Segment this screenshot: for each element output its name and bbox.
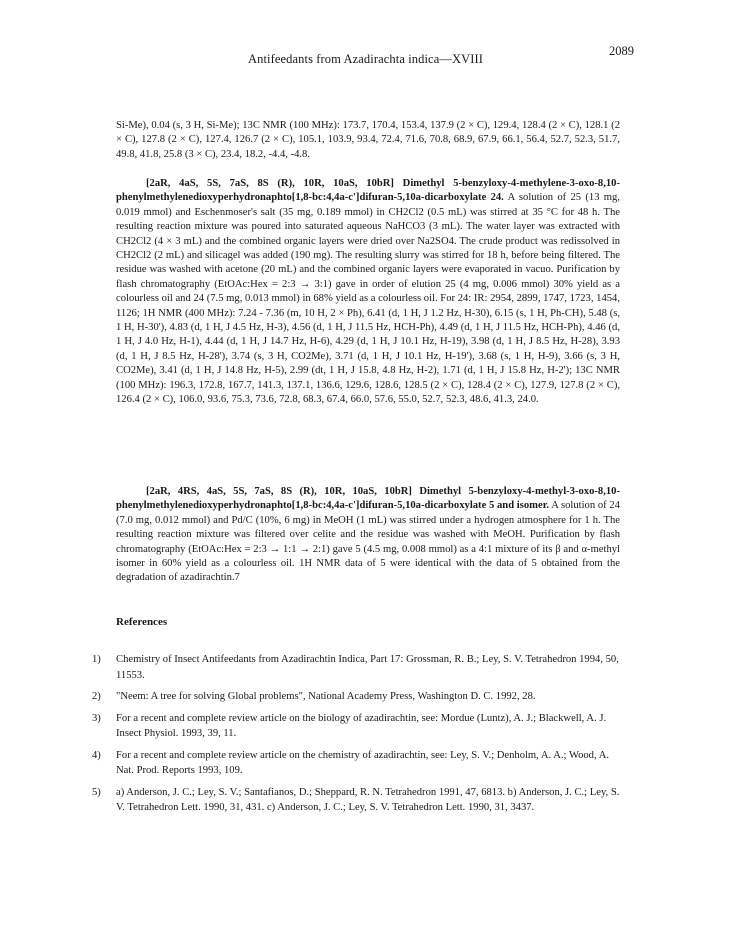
reference-number: 3) [92,712,101,724]
reference-text: Chemistry of Insect Antifeedants from Azadirachtin Indica, Part 17: Grossman, R. B.; Ley, S. V. Tetrahedron 1994, 50, 11553. [116,654,619,681]
reference-item [92,748,620,779]
page-number: 2089 [609,44,634,58]
reference-number: 2) [92,691,101,702]
references-heading: References [116,616,168,628]
reference-text: a) Anderson, J. C.; Ley, S. V.; Santafianos, D.; Sheppard, R. N. Tetrahedron 1991, 47, 6813. b) Anderson, J. C.; Ley, S. V. Tetrahedron Lett. 1990, 31, 431. c) Anderson, J. C.; Ley, S. V. Tetrahedron Lett. 1990, 31, 3437. [116,786,620,813]
reference-number: 5) [92,786,101,798]
reference-number: 4) [92,749,101,761]
nmr-data-paragraph [116,119,620,162]
compound-5-procedure: A solution of 24 (7.0 mg, 0.012 mmol) and Pd/C (10%, 6 mg) in MeOH (1 mL) was stirred under a hydrogen atmosphere for 1 h. The resulting reaction mixture was filtered over celite and the residue was washed with MeOH. Purification by flash chromatography (EtOAc:Hex = 2:3 → 1:1 → 2:1) gave 5 (4.5 mg, 0.008 mmol) as a 4:1 mixture of its β and α-methyl isomer in 60% yield as a colourless oil. 1H NMR data of 5 were identical with the data of 5 obtained from the degradation of azadirachtin.7 [116,500,620,584]
reference-item [92,711,620,742]
reference-text: For a recent and complete review article on the chemistry of azadirachtin, see: Ley, S. V.; Denholm, A. A.; Wood, A. Nat. Prod. Reports 1993, 109. [116,749,609,776]
compound-24-procedure: A solution of 25 (13 mg, 0.019 mmol) and Eschenmoser's salt (35 mg, 0.189 mmol) in CH2Cl2 (0.5 mL) was stirred at 35 °C for 48 h. The resulting reaction mixture was poured into saturated aqueous NaHCO3 (3 mL). The water layer was extracted with CH2Cl2 (4 × 3 mL) and the combined organic layers were dried over Na2SO4. The crude product was redissolved in CH2Cl2 (2 mL) and silicagel was added (190 mg). The resulting slurry was stirred for 18 h, before being filtered. The residue was washed with acetone (20 mL) and the combined organic layers were evaporated in vacuo. Purification by flash chromatography (EtOAc:Hex = 2:3 → 3:1) gave in order of elution 25 (4 mg, 0.006 mmol) 30% yield as a colourless oil and 24 (7.5 mg, 0.013 mmol) in 68% yield as a colourless oil. For 24: IR: 2954, 2899, 1747, 1723, 1454, 1126; 1H NMR (400 MHz): 7.24 - 7.36 (m, 10 H, 2 × Ph), 6.41 (d, 1 H, J 1.2 Hz, H-30), 6.15 (s, 1 H, Ph-CH), 5.48 (s, 1 H, H-30'), 4.83 (d, 1 H, J 4.5 Hz, H-3), 4.56 (d, 1 H, J 11.5 Hz, HCH-Ph), 4.49 (d, 1 H, J 11.5 Hz, HCH-Ph), 4.46 (d, 1 H, J 4.0 Hz, H-1), 4.44 (d, 1 H, J 14.7 Hz, H-6), 4.29 (d, 1 H, J 10.1 Hz, H-19), 3.98 (d, 1 H, J 8.5 Hz, H-28), 3.93 (d, 1 H, J 8.5 Hz, H-28'), 3.74 (s, 3 H, CO2Me), 3.71 (d, 1 H, J 10.1 Hz, H-19'), 3.68 (s, 1 H, H-9), 3.66 (s, 3 H, CO2Me), 3.41 (d, 1 H, J 14.8 Hz, H-5), 2.99 (dt, 1 H, J 15.8, 4.8 Hz, H-2), 1.71 (d, 1 H, J 15.8 Hz, H-2'); 13C NMR (100 MHz): 196.3, 172.8, 167.7, 141.3, 137.1, 136.6, 129.6, 128.6, 128.5 (2 × C), 128.4 (2 × C), 127.9, 127.8 (2 × C), 126.4 (2 × C), 106.0, 93.6, 75.3, 73.6, 72.8, 68.3, 67.4, 66.0, 57.6, 55.0, 52.7, 52.3, 48.6, 41.3, 24.0. [116,192,620,406]
compound-5-paragraph [116,485,620,586]
compound-24-title: [2aR, 4aS, 5S, 7aS, 8S (R), 10R, 10aS, 10bR] Dimethyl 5-benzyloxy-4-methylene-3-oxo-8,10-phenylmethylenedioxyperhydronaphto[1,8-bc:4,4a-c']difuran-5,10a-dicarboxylate 24. [116,178,620,204]
references-list [92,652,620,822]
reference-item [92,652,620,683]
reference-item [92,689,620,705]
reference-text: "Neem: A tree for solving Global problems", National Academy Press, Washington D. C. 1992, 28. [116,691,536,702]
reference-item [92,785,620,816]
reference-number: 1) [92,654,101,665]
compound-24-paragraph [116,177,620,408]
compound-5-title: [2aR, 4RS, 4aS, 5S, 7aS, 8S (R), 10R, 10aS, 10bR] Dimethyl 5-benzyloxy-4-methyl-3-oxo-8,10-phenylmethylenedioxyperhydronaphto[1,8-bc:4,4a-c']difuran-5,10a-dicarboxylate 5 and isomer. [116,486,620,512]
paragraph-text: Si-Me), 0.04 (s, 3 H, Si-Me); 13C NMR (100 MHz): 173.7, 170.4, 153.4, 137.9 (2 × C), 129.4, 128.4 (2 × C), 128.1 (2 × C), 127.8 (2 × C), 127.4, 126.7 (2 × C), 105.1, 103.9, 93.4, 72.4, 71.6, 70.8, 68.9, 67.9, 66.1, 56.4, 52.7, 52.3, 51.7, 49.8, 41.8, 25.8 (3 × C), 23.4, 18.2, -4.4, -4.8. [116,120,620,160]
running-head: Antifeedants from Azadirachta indica—XVIII [247,52,483,66]
reference-text: For a recent and complete review article on the biology of azadirachtin, see: Mordue (Luntz), A. J.; Blackwell, A. J. Insect Physiol. 1993, 39, 11. [116,712,607,739]
